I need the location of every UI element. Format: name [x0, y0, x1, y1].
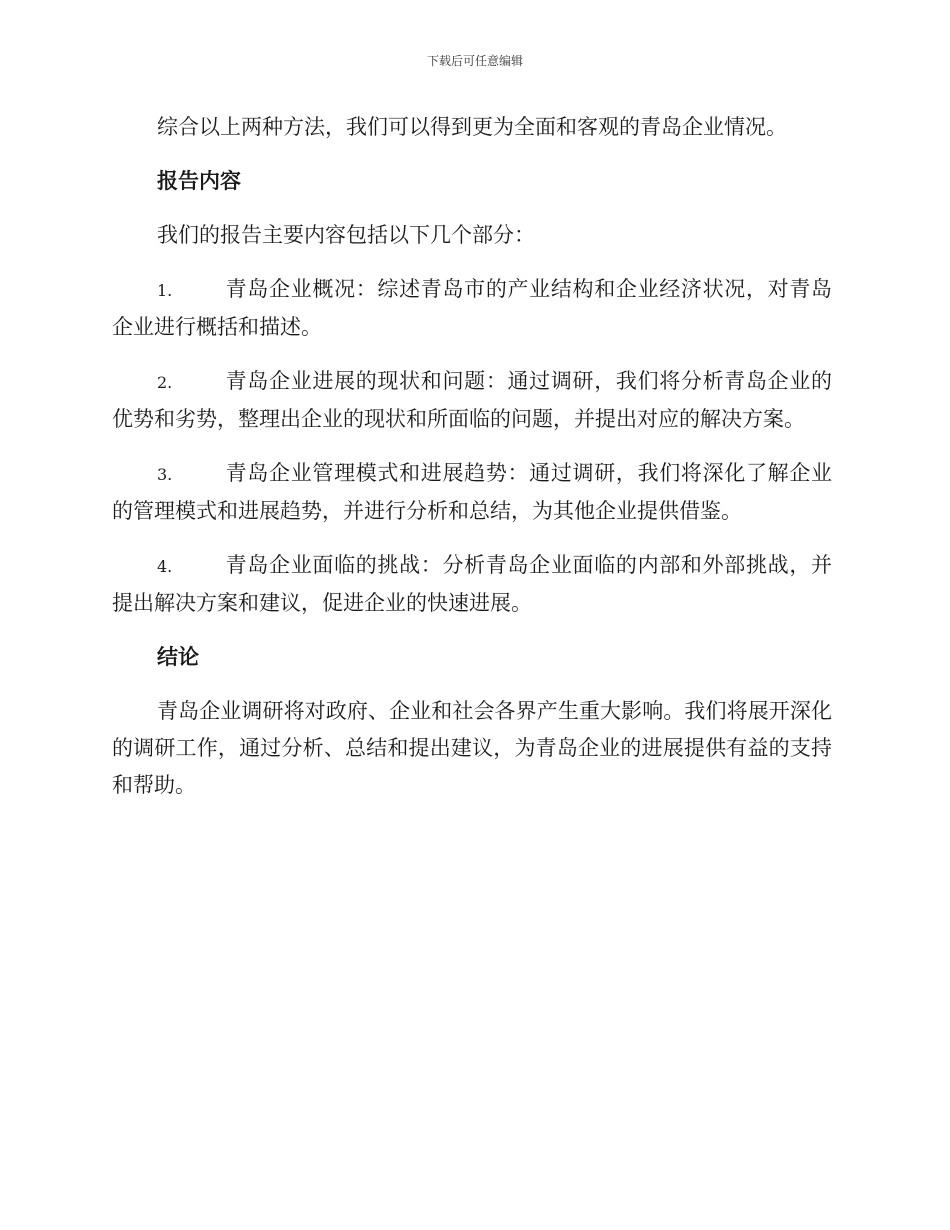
section-heading-conclusion: 结论	[157, 645, 199, 669]
document-body	[112, 109, 832, 804]
list-item-number: 4.	[157, 557, 173, 576]
section-heading-report: 报告内容	[157, 169, 241, 193]
list-item-number: 1.	[157, 281, 173, 300]
intro-paragraph: 综合以上两种方法，我们可以得到更为全面和客观的青岛企业情况。	[157, 115, 787, 139]
report-lead-paragraph: 我们的报告主要内容包括以下几个部分：	[157, 223, 535, 247]
list-item	[112, 271, 832, 346]
list-item-number: 2.	[157, 373, 173, 392]
list-item-text: 青岛企业进展的现状和问题：通过调研，我们将分析青岛企业的优势和劣势，整理出企业的现状和所面临的问题，并提出对应的解决方案。	[112, 369, 832, 431]
list-item-text: 青岛企业管理模式和进展趋势：通过调研，我们将深化了解企业的管理模式和进展趋势，并进行分析和总结，为其他企业提供借鉴。	[112, 461, 832, 523]
page-header: 下载后可任意编辑	[426, 54, 523, 68]
list-item	[112, 363, 832, 438]
list-item-text: 青岛企业面临的挑战：分析青岛企业面临的内部和外部挑战，并提出解决方案和建议，促进企业的快速进展。	[112, 553, 832, 615]
list-item-number: 3.	[157, 465, 173, 484]
conclusion-paragraph: 青岛企业调研将对政府、企业和社会各界产生重大影响。我们将展开深化的调研工作，通过分析、总结和提出建议，为青岛企业的进展提供有益的支持和帮助。	[112, 699, 832, 797]
list-item	[112, 547, 832, 622]
list-item	[112, 455, 832, 530]
list-item-text: 青岛企业概况：综述青岛市的产业结构和企业经济状况，对青岛企业进行概括和描述。	[112, 277, 832, 339]
